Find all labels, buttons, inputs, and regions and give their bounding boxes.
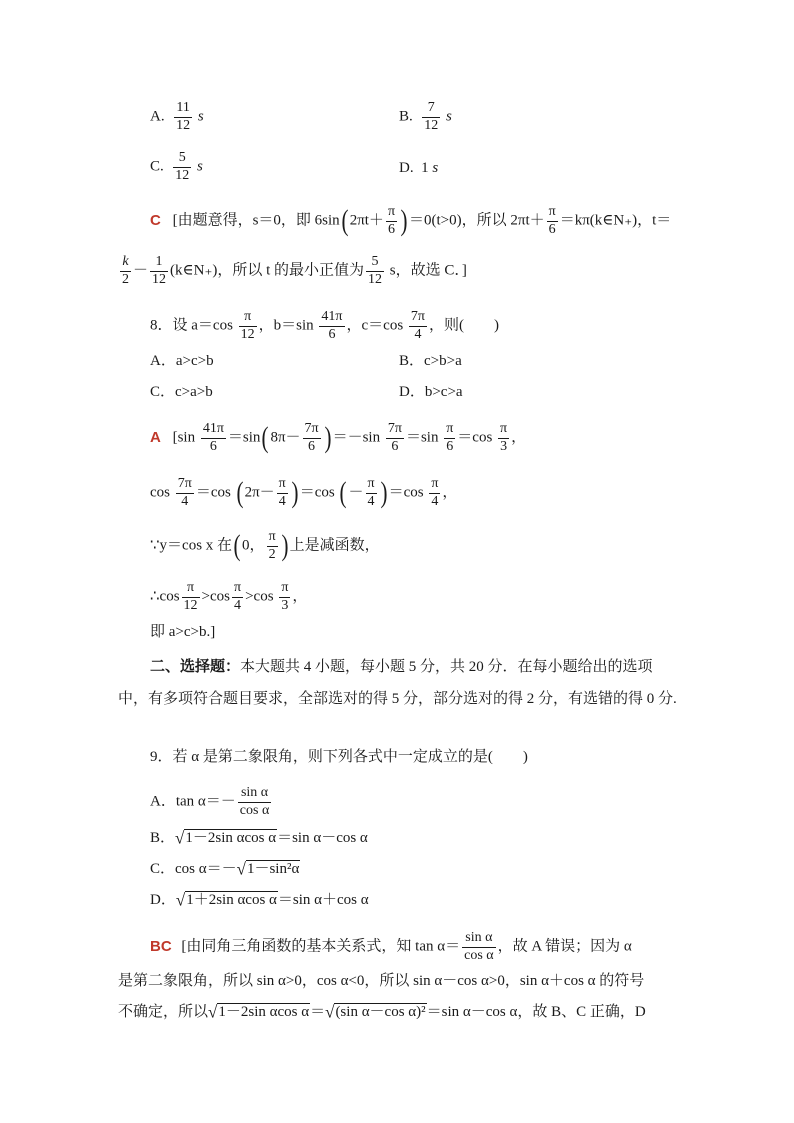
q8-solution-line2: cos $\frac{7\pi}{4}$ ＝cos ( 2π－ $\frac{\pi}{4}$ ) ＝cos ( － $\frac{\pi}{4}$ ) ＝cos $\frac{\pi}{4}$ ， bbox=[150, 476, 458, 510]
sqrt: √1－2sin αcos α bbox=[175, 828, 277, 848]
q9-stem: 9．若 α 是第二象限角，则下列各式中一定成立的是( ) bbox=[150, 749, 528, 765]
q7-solution-line1: C [由题意得，s＝0，即 6sin( 2πt＋ $\frac{\pi}{6}$ ) ＝0(t>0)，所以 2πt＋ $\frac{\pi}{6}$ ＝kπ(k∈N₊)，t＝ bbox=[150, 204, 672, 238]
q9-solution-line1: BC [由同角三角函数的基本关系式，知 tan α＝ $\frac{\text{sin α}}{\text{cos α}}$ ，故 A 错误；因为 α bbox=[150, 930, 632, 963]
answer-badge: C bbox=[150, 211, 161, 229]
section-heading: 二、选择题： bbox=[150, 658, 241, 675]
q8-option-d: D．b>c>a bbox=[399, 384, 463, 400]
answer-badge: BC bbox=[150, 937, 172, 955]
answer-badge: A bbox=[150, 428, 161, 446]
q7-option-d: D. 1 s bbox=[399, 160, 439, 176]
q8-stem: 8．设 a＝cos $\frac{\pi}{12}$ ，b＝sin $\frac{41\pi}{6}$ ，c＝cos $\frac{7\pi}{4}$ ，则( ) bbox=[150, 309, 499, 342]
q8-solution-line4: ∴cos $\frac{\pi}{12}$ >cos $\frac{\pi}{4}$ >cos $\frac{\pi}{3}$ ， bbox=[150, 580, 308, 613]
q8-option-a: A．a>c>b bbox=[150, 353, 214, 369]
q7-option-c: C. $\frac{5}{12}$ s bbox=[150, 150, 203, 183]
q8-solution-line5: 即 a>c>b.] bbox=[150, 624, 216, 640]
q8-solution-line3: ∵y＝cos x 在( 0， $\frac{\pi}{2}$ ) 上是减函数， bbox=[150, 529, 380, 563]
q7-option-b: B. $\frac{7}{12}$ s bbox=[399, 100, 452, 133]
q9-option-c: C．cos α＝－√1－sin²α bbox=[150, 859, 300, 879]
sqrt: √1＋2sin αcos α bbox=[175, 890, 277, 910]
q8-option-c: C．c>a>b bbox=[150, 384, 213, 400]
q9-option-d: D．√1＋2sin αcos α＝sin α＋cos α bbox=[150, 890, 369, 910]
section-2-intro: 二、选择题：本大题共 4 小题，每小题 5 分，共 20 分．在每小题给出的选项中，有多项符合题目要求，全部选对的得 5 分，部分选对的得 2 分，有选错的得 0 分. bbox=[118, 658, 677, 707]
sqrt: √1－sin²α bbox=[236, 859, 300, 879]
fraction: $\frac{5}{12}$ bbox=[175, 150, 190, 183]
fraction: $\frac{11}{12}$ bbox=[176, 100, 191, 133]
q9-solution-line2: 是第二象限角，所以 sin α>0，cos α<0，所以 sin α－cos α>0，sin α＋cos α 的符号 bbox=[118, 973, 645, 989]
q7-option-a: A. $\frac{11}{12}$ s bbox=[150, 100, 204, 133]
q8-option-b: B．c>b>a bbox=[399, 353, 462, 369]
fraction: $\frac{7}{12}$ bbox=[424, 100, 439, 133]
q9-solution-line3: 不确定，所以√1－2sin αcos α＝√(sin α－cos α)²＝sin α－cos α，故 B、C 正确，D bbox=[118, 1002, 646, 1022]
q8-solution-line1: A [sin $\frac{41\pi}{6}$ ＝sin( 8π－ $\frac{7\pi}{6}$ ) ＝－sin $\frac{7\pi}{6}$ ＝sin $\frac{\pi}{6}$ ＝cos $\frac{\pi}{3}$ ， bbox=[150, 421, 527, 455]
q7-solution-line2: $\frac{k}{2}$ － $\frac{1}{12}$ (k∈N₊)，所以 t 的最小正值为 $\frac{5}{12}$ s，故选 C．] bbox=[122, 254, 467, 287]
q9-option-a: A．tan α＝－ $\frac{\text{sin α}}{\text{cos α}}$ bbox=[150, 785, 270, 818]
q9-option-b: B．√1－2sin αcos α＝sin α－cos α bbox=[150, 828, 368, 848]
